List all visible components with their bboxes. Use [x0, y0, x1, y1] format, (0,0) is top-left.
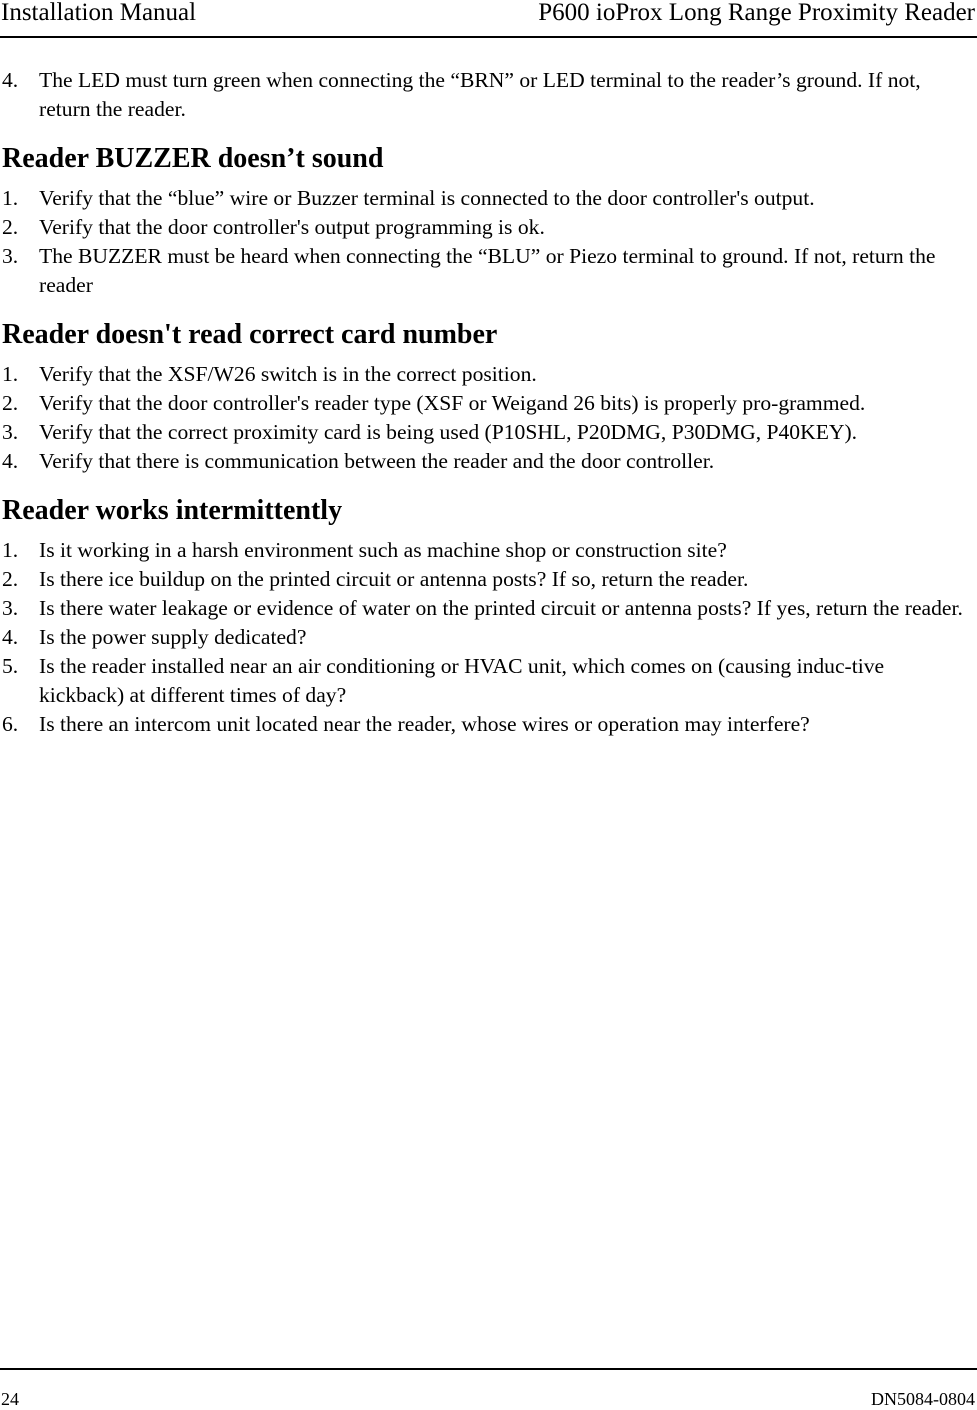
item-number: 3. [2, 420, 19, 444]
item-text: Verify that there is communication between the reader and the door controller. [39, 449, 715, 473]
item-text: Verify that the door controller's reader type (XSF or Weigand 26 bits) is properly pro-grammed. [39, 391, 866, 415]
item-number: 4. [2, 625, 19, 649]
item-text: Is the reader installed near an air conditioning or HVAC unit, which comes on (causing induc-tive kickback) at different times of day? [39, 654, 885, 707]
item-text: Verify that the correct proximity card is being used (P10SHL, P20DMG, P30DMG, P40KEY). [39, 420, 858, 444]
item-number: 1. [2, 362, 19, 386]
page-header [0, 0, 977, 38]
checklist-item [2, 242, 974, 300]
item-number: 4. [2, 68, 19, 92]
item-number: 3. [2, 244, 19, 268]
section-heading: Reader BUZZER doesn’t sound [2, 143, 384, 174]
troubleshooting-section [2, 318, 974, 476]
page-number: 24 [1, 1389, 19, 1409]
checklist-item [2, 536, 974, 565]
checklist-item [2, 389, 974, 418]
checklist-item [2, 710, 974, 739]
header-manual-title: Installation Manual [1, 0, 197, 26]
item-text: Is it working in a harsh environment such as machine shop or construction site? [39, 538, 727, 562]
checklist-item [2, 623, 974, 652]
item-number: 2. [2, 391, 19, 415]
item-number: 6. [2, 712, 19, 736]
checklist-item [2, 360, 974, 389]
troubleshooting-section [2, 494, 974, 739]
page-footer [0, 1368, 977, 1409]
header-product-title: P600 ioProx Long Range Proximity Reader [538, 0, 975, 26]
checklist [2, 536, 974, 739]
checklist-item [2, 565, 974, 594]
item-text: Is there ice buildup on the printed circuit or antenna posts? If so, return the reader. [39, 567, 749, 591]
item-text: Verify that the “blue” wire or Buzzer terminal is connected to the door controller's output. [39, 186, 815, 210]
section-heading: Reader doesn't read correct card number [2, 319, 498, 350]
troubleshooting-content [2, 66, 974, 739]
checklist [2, 360, 974, 476]
checklist-item [2, 66, 974, 124]
item-number: 1. [2, 186, 19, 210]
item-text: Is there an intercom unit located near the reader, whose wires or operation may interfere? [39, 712, 810, 736]
item-number: 3. [2, 596, 19, 620]
item-number: 2. [2, 567, 19, 591]
checklist-item [2, 594, 974, 623]
item-text: The LED must turn green when connecting the “BRN” or LED terminal to the reader’s ground. If not, return the reader. [39, 68, 921, 121]
item-text: Is there water leakage or evidence of water on the printed circuit or antenna posts? If yes, return the reader. [39, 596, 963, 620]
item-number: 1. [2, 538, 19, 562]
checklist-item [2, 652, 974, 710]
checklist-item [2, 418, 974, 447]
item-text: Verify that the XSF/W26 switch is in the correct position. [39, 362, 537, 386]
checklist [2, 184, 974, 300]
item-number: 4. [2, 449, 19, 473]
item-number: 5. [2, 654, 19, 678]
checklist-item [2, 447, 974, 476]
item-number: 2. [2, 215, 19, 239]
checklist-item [2, 213, 974, 242]
section-heading: Reader works intermittently [2, 495, 343, 526]
checklist-item [2, 184, 974, 213]
document-number: DN5084-0804 [871, 1389, 975, 1409]
troubleshooting-section [2, 142, 974, 300]
item-text: The BUZZER must be heard when connecting the “BLU” or Piezo terminal to ground. If not, return the reader [39, 244, 936, 297]
item-text: Verify that the door controller's output programming is ok. [39, 215, 545, 239]
item-text: Is the power supply dedicated? [39, 625, 307, 649]
troubleshooting-section [2, 66, 974, 124]
checklist [2, 66, 974, 124]
